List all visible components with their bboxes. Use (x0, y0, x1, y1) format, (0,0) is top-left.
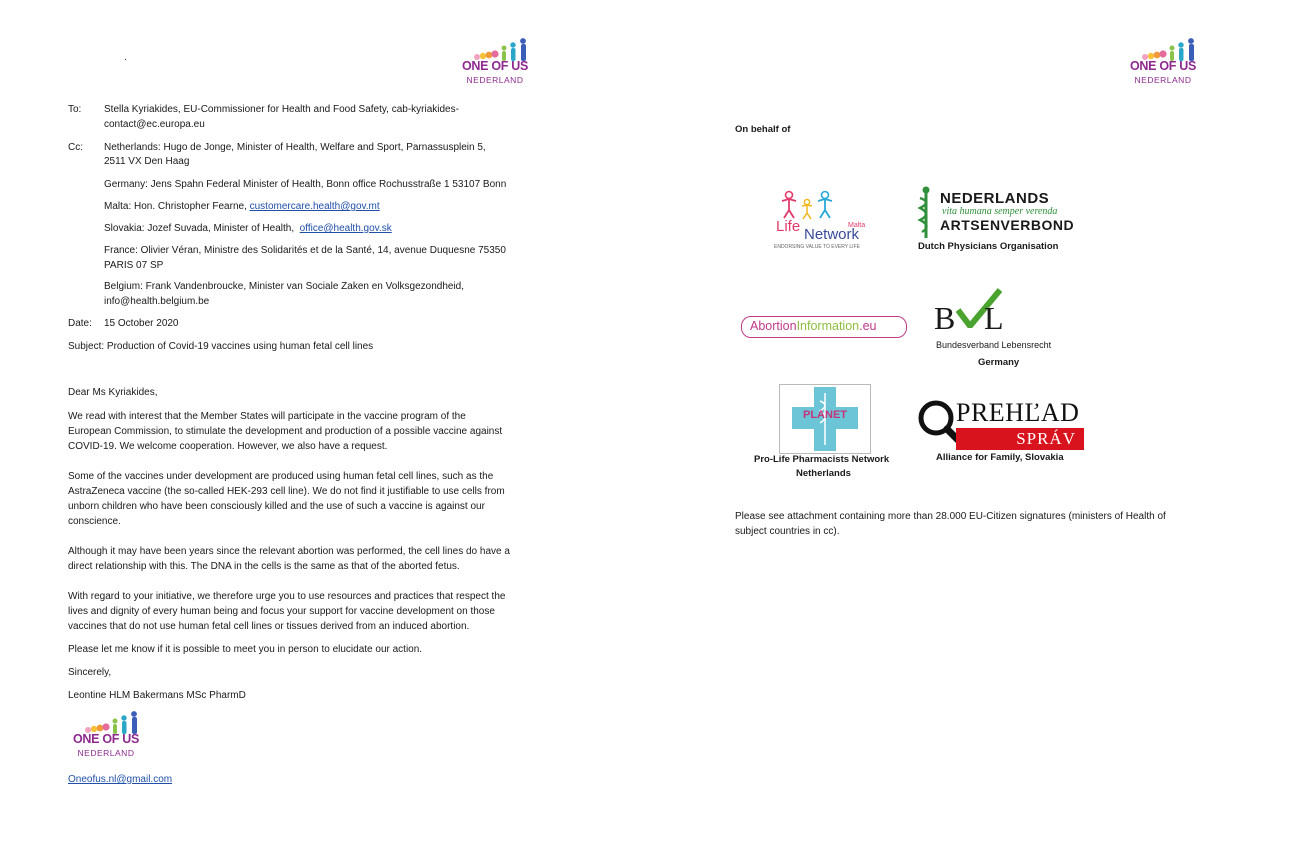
prehlad-text: PREHĽAD (956, 398, 1080, 427)
cc-label: Cc: (68, 142, 83, 153)
planet-text: PLANET (803, 409, 847, 421)
to-line-1: Stella Kyriakides, EU-Commissioner for Health and Food Safety, cab-kyriakides- (104, 104, 459, 115)
to-line-2: contact@ec.europa.eu (104, 119, 205, 130)
paragraph-2-line: Some of the vaccines under development are produced using human fetal cell lines, such as the (68, 471, 494, 482)
logo-sub: NEDERLAND (1134, 75, 1192, 85)
to-label: To: (68, 104, 82, 115)
logo-name: ONE OF US (72, 732, 140, 746)
abortion-information-logo (741, 316, 907, 338)
bvl-letter-b: B (934, 300, 956, 336)
nederlands-text: NEDERLANDS (940, 190, 1050, 207)
cc-france-2: PARIS 07 SP (104, 260, 164, 271)
logo-sub: NEDERLAND (77, 748, 135, 758)
salutation: Dear Ms Kyriakides, (68, 387, 158, 398)
bvl-logo (934, 288, 1074, 370)
paragraph-1-line: European Commission, to stimulate the development and production of a possible vaccine against (68, 426, 503, 437)
date-value: 15 October 2020 (104, 318, 179, 329)
planet-caption-2: Netherlands (796, 468, 851, 479)
closing: Sincerely, (68, 667, 112, 678)
bvl-letter-l: L (984, 300, 1004, 336)
life-network-logo (772, 190, 878, 252)
cc-netherlands-2: 2511 VX Den Haag (104, 156, 190, 167)
planet-logo (779, 384, 871, 454)
sprav-text: SPRÁV (1016, 429, 1076, 448)
one-of-us-logo-page2 (1123, 38, 1203, 90)
prehlad-sprav-logo (916, 398, 1086, 452)
paragraph-1-line: We read with interest that the Member States will participate in the vaccine program of the (68, 411, 466, 422)
life-tagline: ENDORSING VALUE TO EVERY LIFE (774, 244, 860, 250)
date-label: Date: (68, 318, 92, 329)
eu-part: .eu (859, 319, 877, 333)
artsenverbond-logo (916, 186, 1086, 256)
sprav-bar (956, 428, 1084, 450)
artsenverbond-text: ARTSENVERBOND (940, 217, 1075, 233)
logo-name: ONE OF US (461, 59, 529, 73)
paragraph-4-line: With regard to your initiative, we therefore urge you to use resources and practices that respect the (68, 591, 506, 602)
cc-malta-text: Malta: Hon. Christopher Fearne, (104, 201, 250, 212)
dutch-physicians-caption: Dutch Physicians Organisation (918, 241, 1059, 252)
one-of-us-logo-top (455, 38, 535, 90)
motto-text: vita humana semper verenda (942, 206, 1058, 217)
paragraph-2-line: AstraZeneca vaccine (the so-called HEK-293 cell line). We do not find it justifiable to use cells from (68, 486, 505, 497)
paragraph-1-line: COVID-19. We welcome cooperation. However, we also have a request. (68, 441, 388, 452)
cc-france-1: France: Olivier Véran, Ministre des Solidarités et de la Santé, 14, avenue Duquesne 75350 (104, 245, 506, 256)
cc-slovakia (104, 221, 392, 236)
on-behalf-of: On behalf of (735, 124, 791, 135)
paragraph-5: Please let me know if it is possible to meet you in person to elucidate our action. (68, 644, 423, 655)
signature-name: Leontine HLM Bakermans MSc PharmD (68, 690, 246, 701)
slovakia-email-link[interactable]: office@health.gov.sk (299, 223, 392, 234)
paragraph-2-line: conscience. (68, 516, 121, 527)
logo-name: ONE OF US (1129, 59, 1197, 73)
subject-line: Subject: Production of Covid-19 vaccines using human fetal cell lines (68, 341, 374, 352)
paragraph-3-line: Although it may have been years since the relevant abortion was performed, the cell lines do have a (68, 546, 510, 557)
stray-dot: . (124, 52, 127, 63)
attachment-note-2: subject countries in cc). (735, 526, 840, 537)
malta-text: Malta (848, 222, 866, 229)
planet-caption-1: Pro-Life Pharmacists Network (754, 454, 890, 465)
life-text: Life (776, 218, 801, 235)
paragraph-2-line: unborn children who have been consciously killed and the use of such a vaccine is against our (68, 501, 485, 512)
one-of-us-logo-bottom (66, 711, 146, 763)
bvl-name: Bundesverband Lebensrecht (936, 340, 1052, 350)
paragraph-4-line: vaccines that do not use human fetal cell lines or tissues derived from an induced abortion. (68, 621, 470, 632)
cc-belgium-1: Belgium: Frank Vandenbroucke, Minister van Sociale Zaken en Volksgezondheid, (104, 281, 465, 292)
paragraph-3-line: direct relationship with this. The DNA in the cells is the same as that of the aborted fetus. (68, 561, 460, 572)
attachment-note-1: Please see attachment containing more than 28.000 EU-Citizen signatures (ministers of Health of (735, 511, 1166, 522)
information-part: Information (796, 319, 860, 333)
malta-email-link[interactable]: customercare.health@gov.mt (249, 201, 380, 212)
cc-belgium-2: info@health.belgium.be (104, 296, 210, 307)
cc-netherlands-1: Netherlands: Hugo de Jonge, Minister of Health, Welfare and Sport, Parnassusplein 5, (104, 142, 486, 153)
abortion-information-text (750, 319, 876, 333)
cc-malta (104, 199, 380, 214)
contact-email-link[interactable]: Oneofus.nl@gmail.com (68, 774, 173, 785)
abortion-part: Abortion (750, 319, 797, 333)
staff-of-asclepius-icon (916, 186, 936, 238)
paragraph-4-line: lives and dignity of every human being and focus your support for vaccine development on those (68, 606, 495, 617)
network-text: Network (804, 226, 860, 243)
germany-caption: Germany (978, 357, 1020, 368)
prehlad-caption: Alliance for Family, Slovakia (936, 452, 1064, 463)
logo-sub: NEDERLAND (466, 75, 524, 85)
cc-germany: Germany: Jens Spahn Federal Minister of Health, Bonn office Rochusstraße 1 53107 Bonn (104, 179, 507, 190)
cc-slovakia-text: Slovakia: Jozef Suvada, Minister of Health, (104, 223, 300, 234)
